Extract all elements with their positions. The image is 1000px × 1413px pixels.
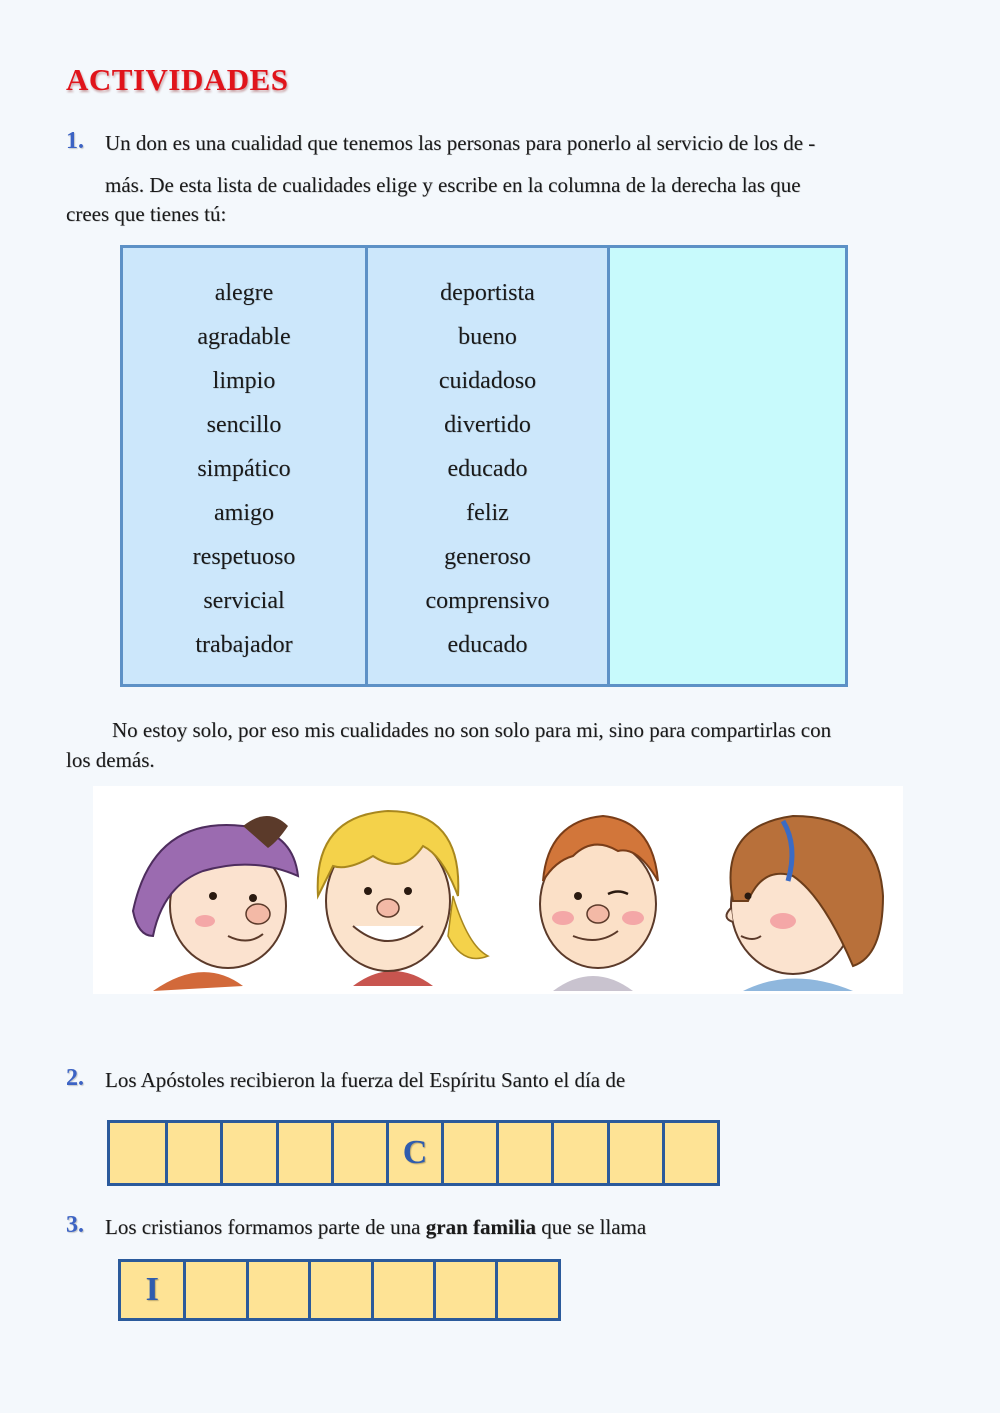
child-blonde-illustration [318,811,488,986]
letter-box[interactable] [276,1123,331,1183]
letter-box[interactable]: C [386,1123,441,1183]
quality-word: servicial [203,588,285,614]
qualities-table [120,245,848,687]
letter-box[interactable] [331,1123,386,1183]
quality-word: limpio [212,368,276,394]
quality-word: agradable [197,324,291,350]
question-3-text-bold: gran familia [425,1215,536,1239]
quality-word: feliz [466,500,509,526]
question-1-text-line-3: crees que tienes tú: [66,202,227,226]
child-profile-illustration [726,816,883,991]
letter-box[interactable] [662,1123,717,1183]
letter-box[interactable] [433,1262,495,1318]
question-2-number: 2. [66,1065,84,1091]
qualities-column-1 [123,248,365,684]
quality-word: generoso [444,544,531,570]
quality-word: alegre [214,280,274,306]
letter-box[interactable] [246,1262,308,1318]
letter-box[interactable] [495,1262,557,1318]
letter-box[interactable] [607,1123,662,1183]
letter-box[interactable] [110,1123,165,1183]
question-1-number: 1. [66,128,84,154]
quality-word: sencillo [206,412,282,438]
children-illustration [93,786,903,994]
question-2-letter-boxes [107,1120,720,1186]
answer-column[interactable] [607,248,845,684]
quality-word: respetuoso [192,544,296,570]
question-3-text [105,1212,646,1242]
quality-word: educado [447,456,528,482]
note-text-line-1: No estoy solo, por eso mis cualidades no son solo para mi, sino para compartirlas con [112,718,832,742]
question-3-text-after: que se llama [536,1215,647,1239]
question-3-number: 3. [66,1212,84,1238]
letter-box[interactable] [183,1262,245,1318]
qualities-column-2 [365,248,607,684]
question-2-text: Los Apóstoles recibieron la fuerza del Espíritu Santo el día de [105,1068,626,1092]
letter-box[interactable] [441,1123,496,1183]
quality-word: educado [447,632,528,658]
question-1-text-line-2: más. De esta lista de cualidades elige y escribe en la columna de la derecha las que [105,173,801,197]
quality-word: cuidadoso [438,368,537,394]
quality-word: trabajador [195,632,293,658]
page-title: ACTIVIDADES [66,62,289,97]
question-1-text-line-1: Un don es una cualidad que tenemos las personas para ponerlo al servicio de los de - [105,131,816,155]
letter-box[interactable] [220,1123,275,1183]
letter-box[interactable] [496,1123,551,1183]
children-faces-drawing [93,786,903,994]
note-text-line-2: los demás. [66,748,155,772]
letter-box[interactable] [165,1123,220,1183]
quality-word: simpático [197,456,291,482]
quality-word: comprensivo [425,588,550,614]
quality-word: amigo [214,500,274,526]
quality-word: deportista [440,280,535,306]
quality-word: divertido [444,412,531,438]
question-3-letter-boxes [118,1259,561,1321]
letter-box[interactable] [308,1262,370,1318]
quality-word: bueno [458,324,517,350]
child-cap-illustration [133,816,298,991]
letter-box[interactable]: I [145,1271,159,1308]
letter-box[interactable] [371,1262,433,1318]
question-3-text-before: Los cristianos formamos parte de una [105,1215,426,1239]
letter-box[interactable] [551,1123,606,1183]
child-redhead-illustration [540,816,658,991]
